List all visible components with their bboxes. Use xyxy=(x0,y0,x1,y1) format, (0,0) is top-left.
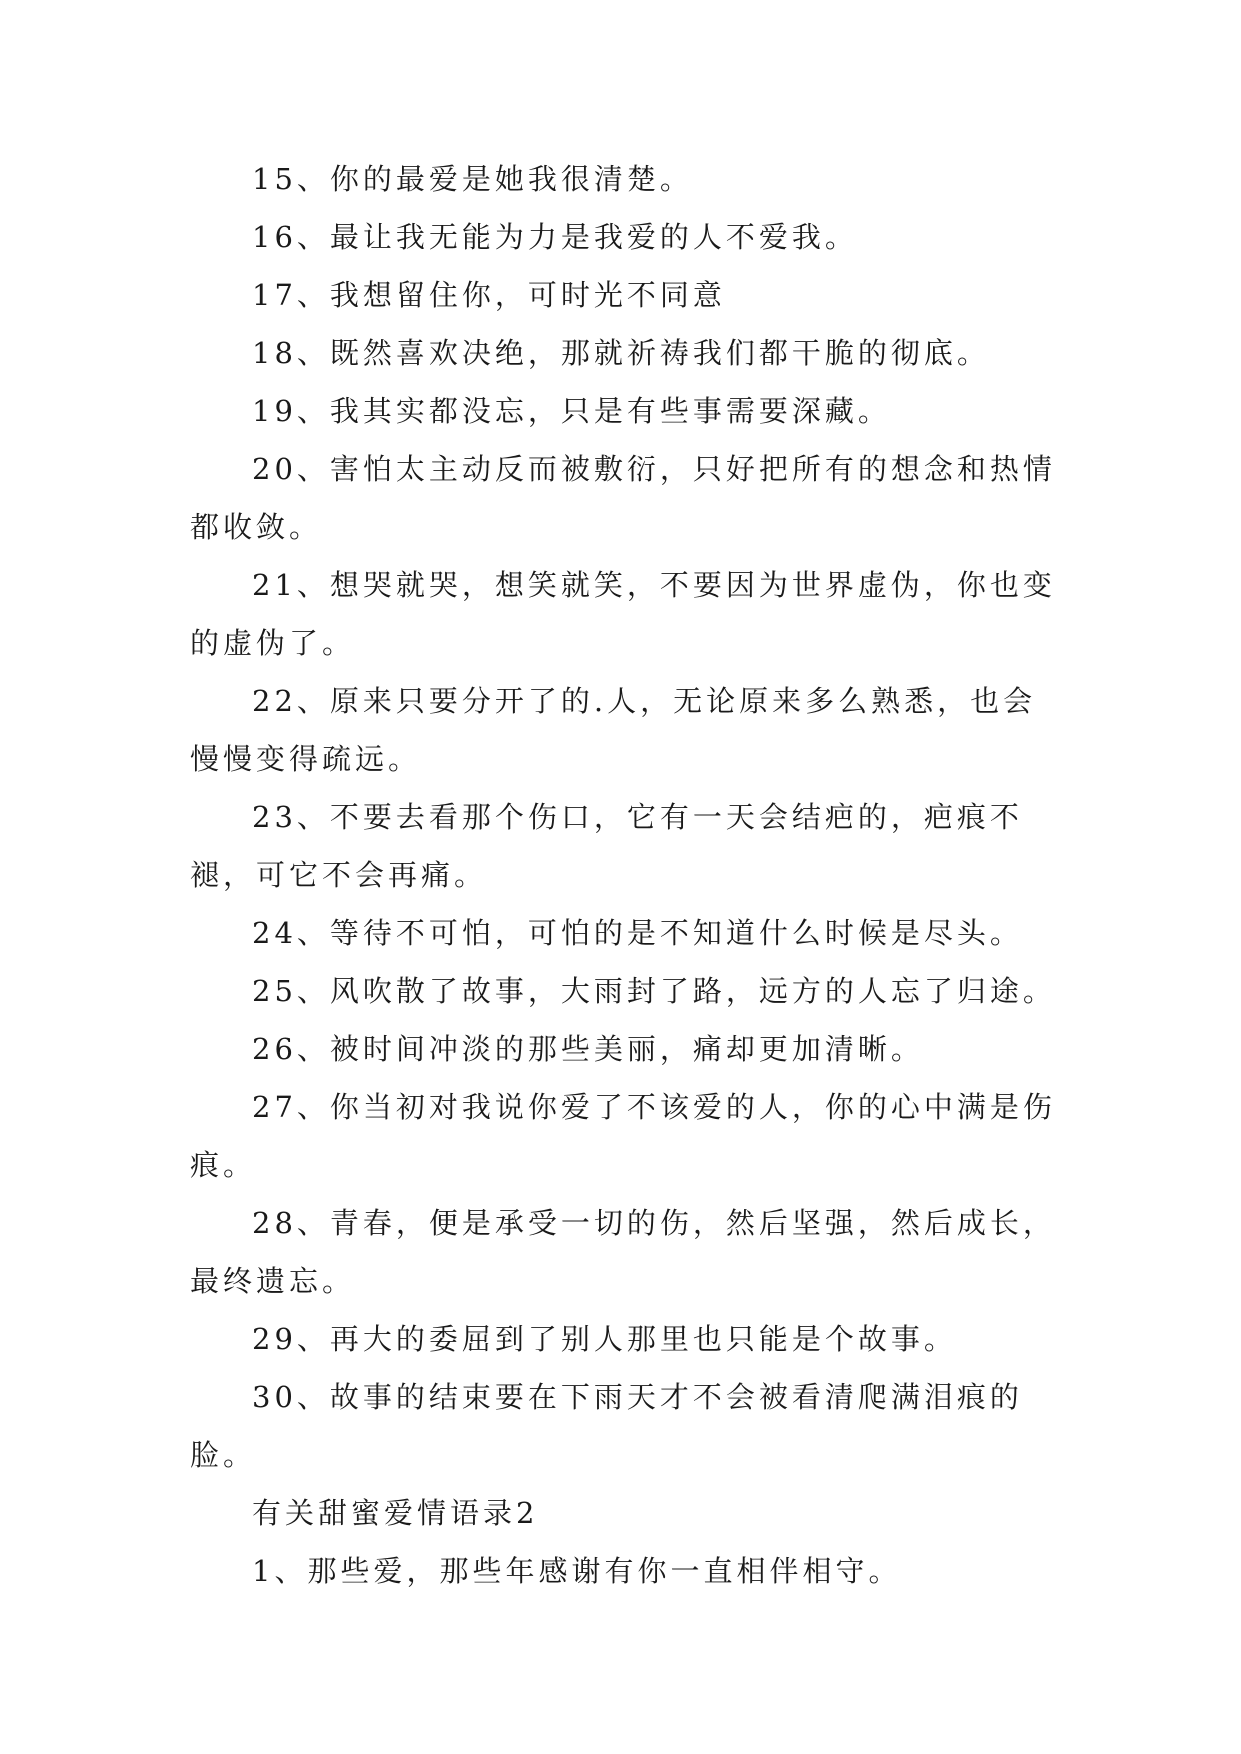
document-body xyxy=(190,150,1060,1600)
paragraph-18: 18、既然喜欢决绝，那就祈祷我们都干脆的彻底。 xyxy=(252,336,990,370)
paragraph-27: 27、你当初对我说你爱了不该爱的人，你的心中满是伤痕。 xyxy=(190,1090,1056,1182)
paragraph-29: 29、再大的委屈到了别人那里也只能是个故事。 xyxy=(252,1322,957,1356)
paragraph-20: 20、害怕太主动反而被敷衍，只好把所有的想念和热情都收敛。 xyxy=(190,452,1056,544)
paragraph-17: 17、我想留住你，可时光不同意 xyxy=(252,278,726,312)
paragraph-26: 26、被时间冲淡的那些美丽，痛却更加清晰。 xyxy=(252,1032,924,1066)
section-heading: 有关甜蜜爱情语录2 xyxy=(252,1496,539,1530)
paragraph-19: 19、我其实都没忘，只是有些事需要深藏。 xyxy=(252,394,891,428)
paragraph-15: 15、你的最爱是她我很清楚。 xyxy=(252,162,693,196)
paragraph-23: 23、不要去看那个伤口，它有一天会结疤的，疤痕不褪，可它不会再痛。 xyxy=(190,800,1023,892)
paragraph-30: 30、故事的结束要在下雨天才不会被看清爬满泪痕的脸。 xyxy=(190,1380,1023,1472)
paragraph-24: 24、等待不可怕，可怕的是不知道什么时候是尽头。 xyxy=(252,916,1023,950)
paragraph-28: 28、青春，便是承受一切的伤，然后坚强，然后成长，最终遗忘。 xyxy=(190,1206,1056,1298)
paragraph-22: 22、原来只要分开了的.人，无论原来多么熟悉，也会慢慢变得疏远。 xyxy=(190,684,1037,776)
paragraph-16: 16、最让我无能为力是我爱的人不爱我。 xyxy=(252,220,858,254)
paragraph-21: 21、想哭就哭，想笑就笑，不要因为世界虚伪，你也变的虚伪了。 xyxy=(190,568,1056,660)
paragraph-25: 25、风吹散了故事，大雨封了路，远方的人忘了归途。 xyxy=(252,974,1056,1008)
paragraph-1: 1、那些爱，那些年感谢有你一直相伴相守。 xyxy=(252,1554,902,1588)
